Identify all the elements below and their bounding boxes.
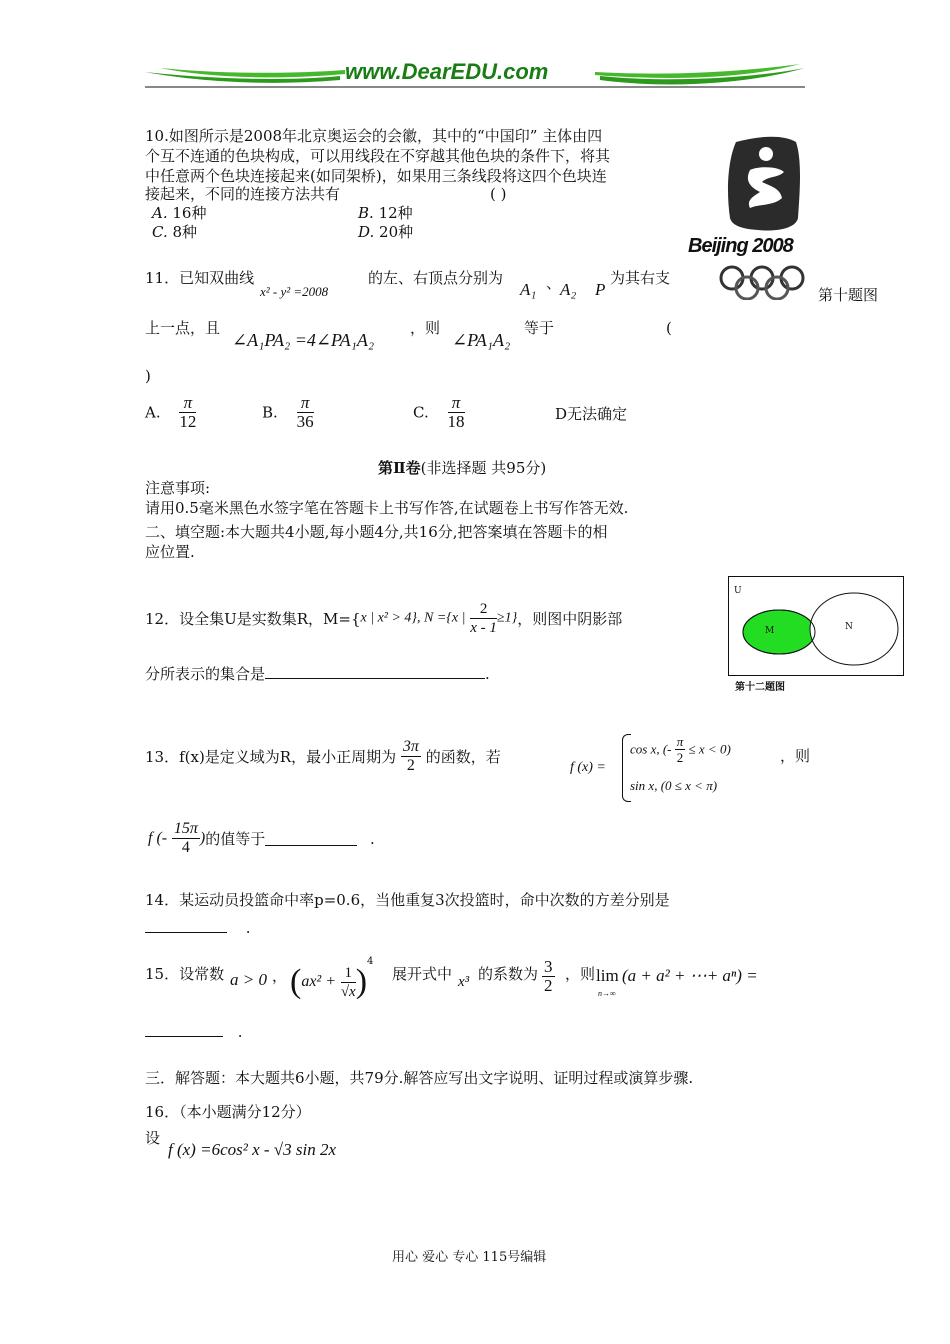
q11-close-paren: ) [145, 367, 151, 385]
q15-lim-sub: n→∞ [598, 989, 616, 998]
q13-case2: sin x, (0 ≤ x < π) [630, 778, 718, 793]
q15-pre: 15．设常数 [145, 965, 225, 983]
q12-answer-blank[interactable] [265, 664, 485, 679]
q11-option-c: C. $\frac{\pi}{18}$ [413, 393, 465, 431]
q15-mid2: 的系数为 [478, 965, 539, 983]
notice-heading: 注意事项: [145, 479, 211, 497]
site-title[interactable]: www.DearEDU.com [345, 59, 549, 84]
q13-case1: cos x, (- $\frac{\pi}{2}$ ≤ x < 0) [630, 734, 731, 765]
beijing-2008-emblem [688, 130, 838, 302]
page-footer: 用心 爱心 专心 115号编辑 [392, 1250, 547, 1265]
q14-answer-line: . [145, 918, 251, 938]
q15-coef: $\frac{3}{2}$ [544, 957, 553, 995]
part2-title: 第Ⅱ卷(非选择题 共95分) [378, 459, 547, 477]
q10-line-3: 中任意两个色块连接起来(如同架桥)，如果用三条线段将这四个色块连 [145, 167, 607, 185]
q11-option-d: D无法确定 [555, 405, 628, 423]
q10-option-c: C. 8种 [152, 223, 198, 241]
q10-bracket: ( ) [490, 185, 507, 203]
q15-comma: ， [272, 967, 288, 985]
q11-open-paren: ( [666, 319, 672, 337]
header-banner [140, 60, 810, 94]
q16-set: 设 [145, 1129, 161, 1147]
q12-line2: 分所表示的集合是 . [145, 665, 490, 683]
q14-text: 14．某运动员投篮命中率p=0.6，当他重复3次投篮时，命中次数的方差分别是 [145, 891, 670, 909]
q13-statement: 13．f(x)是定义域为R，最小正周期为 $\frac{3\pi}{2}$ 的函数，若 [145, 738, 501, 774]
q11-option-b: B. $\frac{\pi}{36}$ [262, 393, 314, 431]
q10-option-b: B. 12种 [358, 204, 413, 222]
q13-post: ，则 [780, 747, 811, 765]
q11-a2: A₂ [560, 280, 577, 299]
q11-post: 为其右支 [610, 269, 671, 287]
notice-text: 请用0.5毫米黑色水签字笔在答题卡上书写作答,在试题卷上书写作答无效. [145, 499, 629, 517]
q13-value-line: f (- $\frac{15\pi}{4}$ )的值等于 . [148, 820, 375, 856]
fill-section-line1: 二、填空题:本大题共4小题,每小题4分,共16分,把答案填在答题卡的相 [145, 523, 608, 541]
q13-answer-blank[interactable] [265, 831, 357, 846]
q12-caption: 第十二题图 [735, 682, 785, 693]
q10-option-d: D. 20种 [358, 223, 414, 241]
venn-svg [729, 577, 903, 675]
q15-mid: 展开式中 [392, 965, 453, 983]
q10-option-a: A. 16种 [152, 204, 207, 222]
venn-label-n: N [845, 622, 853, 632]
q15-answer-blank[interactable] [145, 1022, 223, 1037]
q15-expression: (ax² + $\frac{1}{√x}$ )$^4$ [290, 956, 374, 1000]
q11-a1: A₁ [520, 280, 537, 299]
q11-line2-post: 等于 [524, 319, 555, 337]
q15-lim-expr: (a + a² + ⋯+ aⁿ) = [622, 966, 758, 985]
venn-label-m: M [765, 626, 775, 636]
q15-lim: lim [596, 966, 619, 985]
q11-option-a: A. $\frac{\pi}{12}$ [145, 393, 197, 431]
q11-line2-mid: ，则 [410, 319, 441, 337]
q15-x3: x³ [458, 974, 470, 990]
q15-cond: a > 0 [230, 970, 267, 989]
q11-line2-pre: 上一点，且 [145, 319, 221, 337]
q15-answer-line: . [145, 1022, 243, 1042]
q11-condition: ∠A₁PA₂ =4∠PA₁A₂ [232, 330, 375, 350]
q11-pre: 11．已知双曲线 [145, 269, 255, 287]
q11-mid: 的左、右顶点分别为 [368, 269, 504, 287]
q11-sep: 、 [546, 274, 562, 292]
q12-statement: 12．设全集U是实数集R，M={x | x² > 4}, N ={x | $\frac{2}{x - 1}$ ≥1}，则图中阴影部 [145, 601, 623, 636]
q11-equation: x² - y² =2008 [260, 284, 329, 299]
q11-p: P [595, 280, 606, 299]
q16-heading: 16．（本小题满分12分） [145, 1103, 311, 1121]
olympic-rings-icon [718, 264, 808, 300]
q10-line-1: 10.如图所示是2008年北京奥运会的会徽，其中的“中国印” 主体由四 [145, 127, 603, 145]
q14-answer-blank[interactable] [145, 918, 227, 933]
q16-function: f (x) =6cos² x - √3 sin 2x [168, 1140, 336, 1159]
venn-label-u: U [734, 586, 742, 596]
q10-line-4: 接起来，不同的连接方法共有 [145, 185, 341, 203]
q10-caption: 第十题图 [818, 286, 879, 304]
venn-diagram [728, 576, 904, 676]
q15-post: ，则 [565, 965, 596, 983]
fill-section-line2: 应位置. [145, 543, 195, 561]
emblem-text: Beijing 2008 [688, 235, 793, 257]
q11-target: ∠PA₁A₂ [452, 330, 511, 350]
q10-line-2: 个互不连通的色块构成，可以用线段在不穿越其他色块的条件下，将其 [145, 147, 611, 165]
q13-fx: f (x) = [570, 760, 606, 775]
part3-heading: 三．解答题：本大题共6小题，共79分.解答应写出文字说明、证明过程或演算步骤. [145, 1069, 694, 1087]
